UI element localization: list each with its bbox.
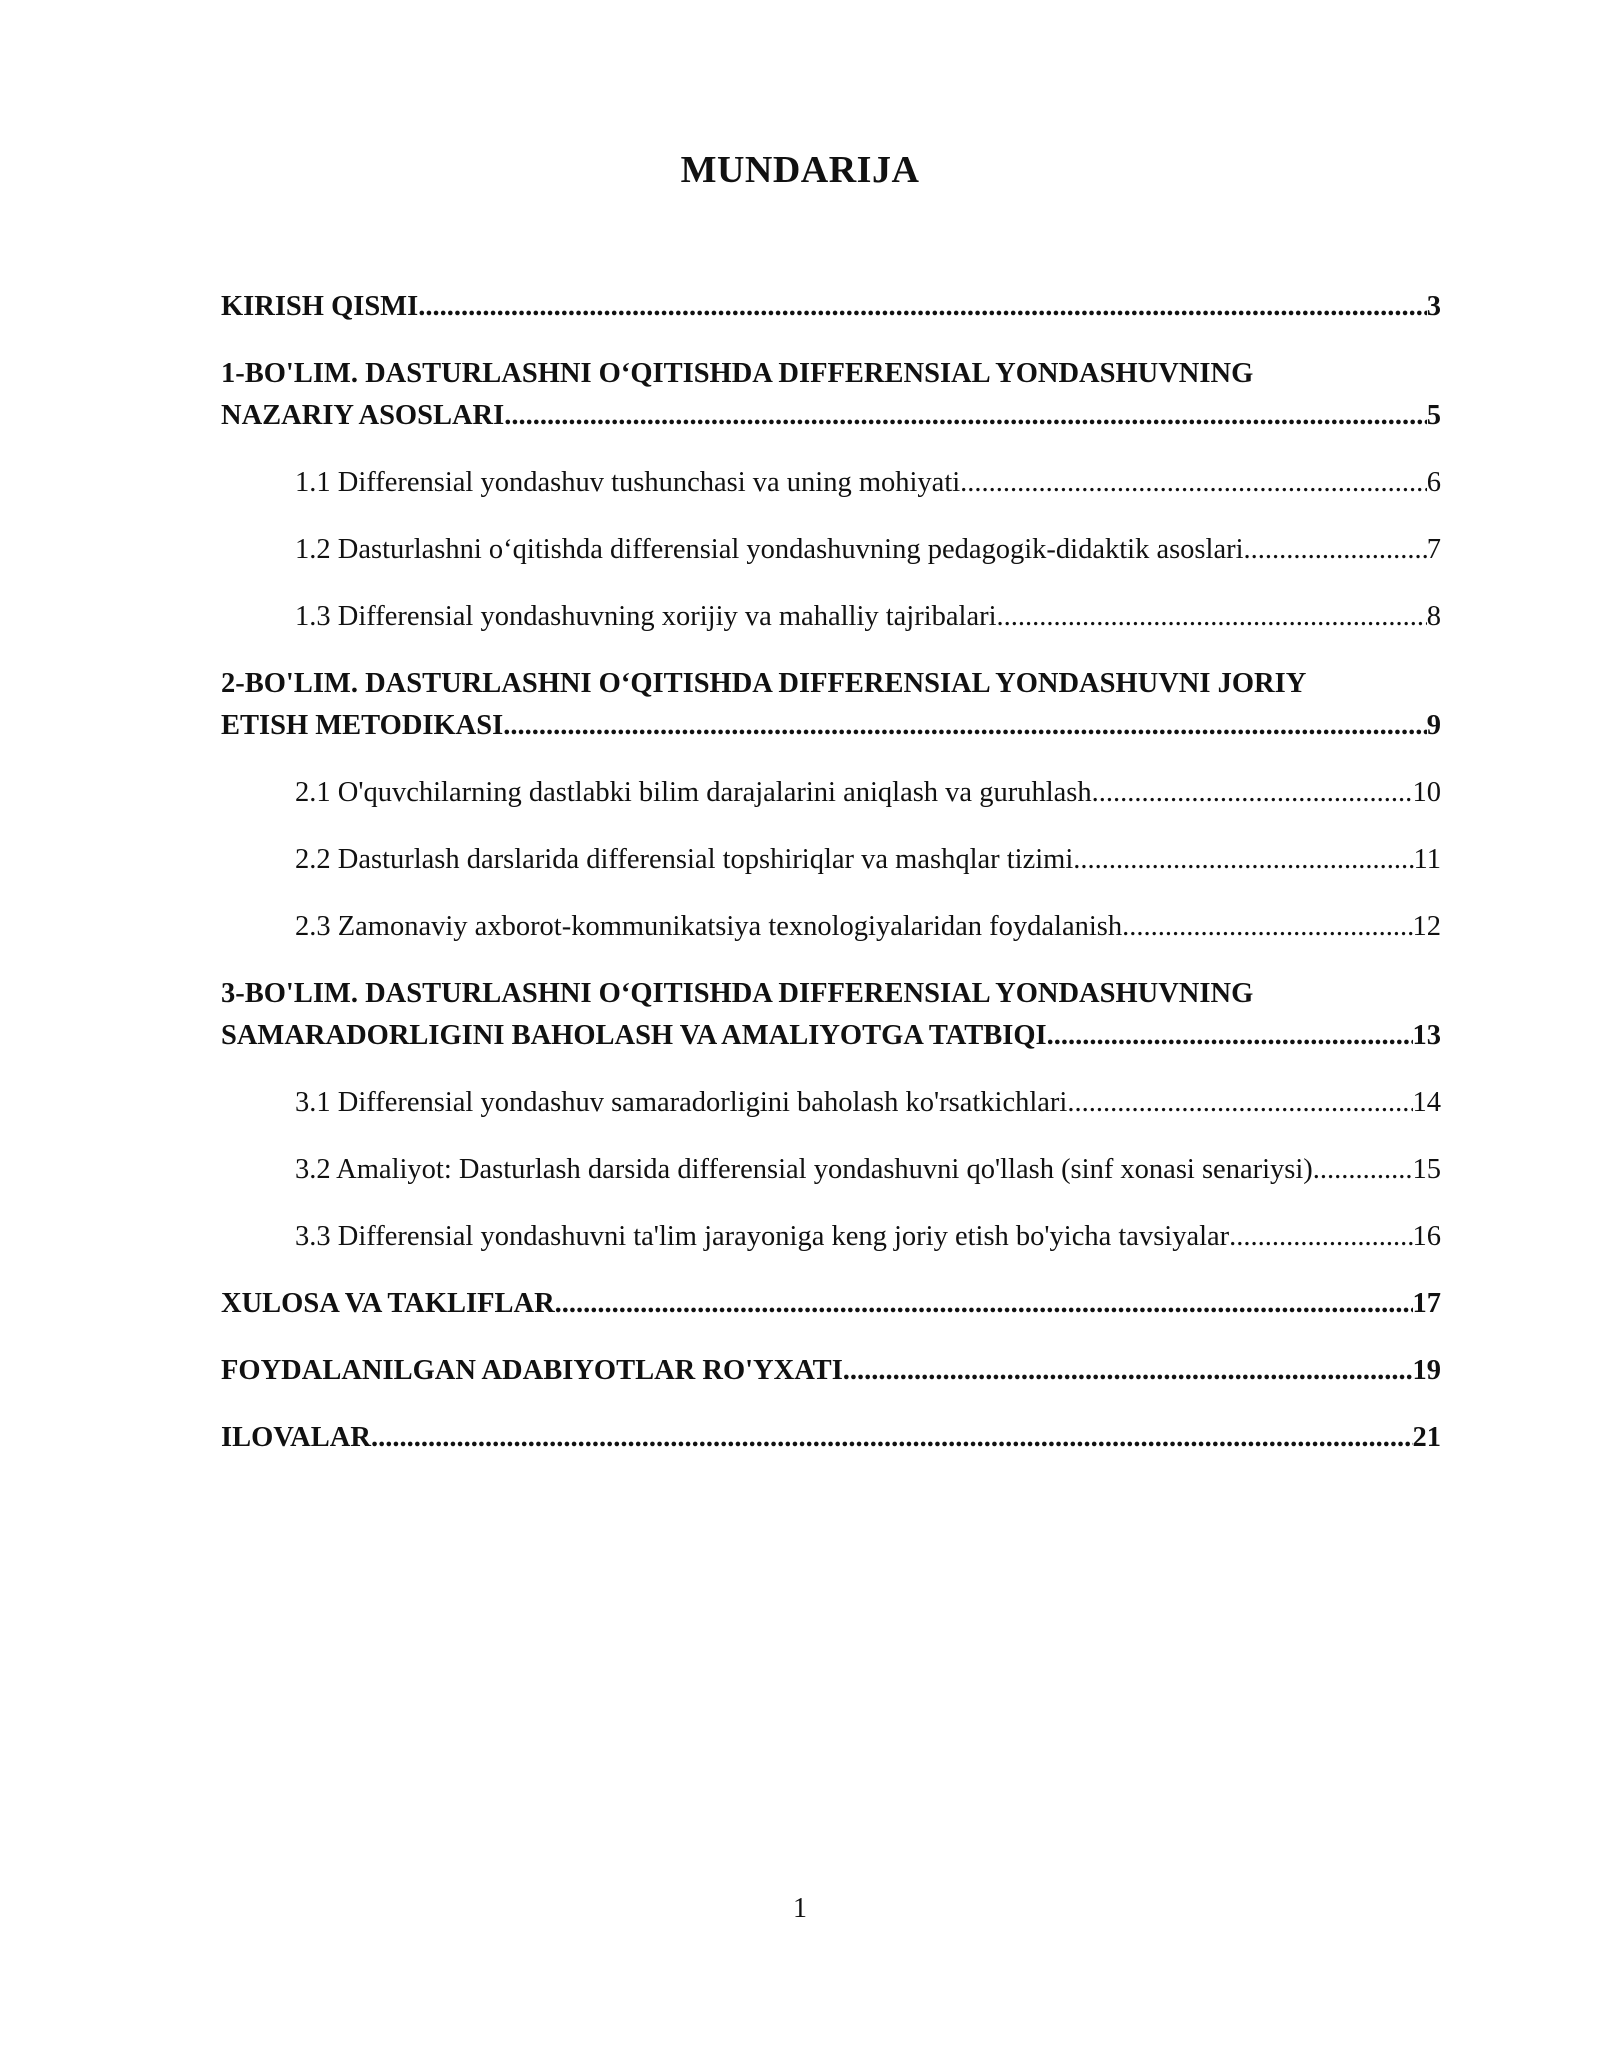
toc-entry-title: 1.3 Differensial yondashuvning xorijiy va mahalliy tajribalari bbox=[295, 601, 997, 632]
toc-leader-dots bbox=[997, 596, 1427, 638]
toc-leader-dots bbox=[1092, 772, 1413, 814]
toc-leader-dots bbox=[1122, 906, 1412, 948]
page-number: 1 bbox=[793, 1893, 807, 1924]
toc-page-number: 8 bbox=[1426, 601, 1441, 632]
toc-leader-dots bbox=[1067, 1082, 1412, 1124]
toc-entry-title: FOYDALANILGAN ADABIYOTLAR RO'YXATI bbox=[221, 1355, 843, 1386]
toc-page-number: 7 bbox=[1426, 534, 1441, 565]
toc-entry-section-2-1[interactable] bbox=[221, 772, 1441, 814]
toc-entry-section-3-3[interactable] bbox=[221, 1216, 1441, 1258]
toc-leader-dots bbox=[504, 395, 1427, 437]
toc-entry-title: 3.2 Amaliyot: Dasturlash darsida differensial yondashuvni qo'llash (sinf xonasi senariysi) bbox=[295, 1154, 1313, 1185]
toc-entry-title: NAZARIY ASOSLARI bbox=[221, 400, 505, 431]
toc-entry-section-1-3[interactable] bbox=[221, 596, 1441, 638]
page-title: MUNDARIJA bbox=[680, 149, 920, 191]
toc-leader-dots bbox=[1073, 839, 1413, 881]
toc-leader-dots bbox=[371, 1417, 1413, 1459]
toc-entry-chapter-3[interactable] bbox=[221, 973, 1441, 1057]
toc-leader-dots bbox=[503, 705, 1427, 747]
toc-leader-dots bbox=[1229, 1216, 1412, 1258]
toc-entry-introduction[interactable] bbox=[221, 286, 1441, 328]
toc-entry-appendices[interactable] bbox=[221, 1417, 1441, 1459]
toc-entry-conclusion[interactable] bbox=[221, 1283, 1441, 1325]
toc-entry-section-2-3[interactable] bbox=[221, 906, 1441, 948]
toc-entry-title: 3.3 Differensial yondashuvni ta'lim jarayoniga keng joriy etish bo'yicha tavsiyalar bbox=[295, 1221, 1230, 1252]
toc-page-number: 5 bbox=[1426, 400, 1441, 431]
toc-entry-title: 1.1 Differensial yondashuv tushunchasi va uning mohiyati bbox=[295, 467, 961, 498]
toc-entry-chapter-1[interactable] bbox=[221, 353, 1441, 437]
toc-page-number: 3 bbox=[1426, 291, 1441, 322]
toc-entry-chapter-2[interactable] bbox=[221, 663, 1441, 747]
toc-page-number: 9 bbox=[1426, 710, 1441, 741]
toc-entry-title-line1: 2-BO'LIM. DASTURLASHNI O‘QITISHDA DIFFERENSIAL YONDASHUVNI JORIY bbox=[221, 668, 1307, 699]
toc-entry-section-1-2[interactable] bbox=[221, 529, 1441, 571]
toc-entry-title: SAMARADORLIGINI BAHOLASH VA AMALIYOTGA TATBIQI bbox=[221, 1020, 1047, 1051]
toc-entry-title: KIRISH QISMI bbox=[221, 291, 419, 322]
toc-entry-title: 2.2 Dasturlash darslarida differensial topshiriqlar va mashqlar tizimi bbox=[295, 844, 1074, 875]
toc-page-number: 6 bbox=[1426, 467, 1441, 498]
toc-page-number: 12 bbox=[1412, 911, 1441, 942]
toc-entry-title: ILOVALAR bbox=[221, 1422, 371, 1453]
toc-entry-section-2-2[interactable] bbox=[221, 839, 1441, 881]
table-of-contents bbox=[221, 286, 1441, 1484]
toc-leader-dots bbox=[960, 462, 1427, 504]
toc-page-number: 13 bbox=[1412, 1020, 1441, 1051]
toc-entry-title: ETISH METODIKASI bbox=[221, 710, 504, 741]
toc-leader-dots bbox=[1313, 1149, 1413, 1191]
toc-page-number: 11 bbox=[1413, 844, 1441, 875]
toc-leader-dots bbox=[1047, 1015, 1413, 1057]
toc-entry-references[interactable] bbox=[221, 1350, 1441, 1392]
toc-entry-title-line1: 1-BO'LIM. DASTURLASHNI O‘QITISHDA DIFFERENSIAL YONDASHUVNING bbox=[221, 358, 1254, 389]
toc-entry-title: 3.1 Differensial yondashuv samaradorligini baholash ko'rsatkichlari bbox=[295, 1087, 1068, 1118]
toc-page-number: 16 bbox=[1412, 1221, 1441, 1252]
toc-entry-section-3-1[interactable] bbox=[221, 1082, 1441, 1124]
toc-page-number: 15 bbox=[1412, 1154, 1441, 1185]
toc-entry-title: 2.1 O'quvchilarning dastlabki bilim darajalarini aniqlash va guruhlash bbox=[295, 777, 1092, 808]
toc-entry-section-1-1[interactable] bbox=[221, 462, 1441, 504]
toc-entry-title: 1.2 Dasturlashni o‘qitishda differensial yondashuvning pedagogik-didaktik asoslari bbox=[295, 534, 1244, 565]
toc-entry-section-3-2[interactable] bbox=[221, 1149, 1441, 1191]
toc-page-number: 17 bbox=[1412, 1288, 1441, 1319]
toc-page-number: 14 bbox=[1412, 1087, 1441, 1118]
toc-page-number: 21 bbox=[1412, 1422, 1441, 1453]
toc-entry-title: XULOSA VA TAKLIFLAR bbox=[221, 1288, 555, 1319]
toc-leader-dots bbox=[418, 286, 1427, 328]
toc-entry-title-line1: 3-BO'LIM. DASTURLASHNI O‘QITISHDA DIFFERENSIAL YONDASHUVNING bbox=[221, 978, 1254, 1009]
toc-page-number: 19 bbox=[1412, 1355, 1441, 1386]
toc-page-number: 10 bbox=[1412, 777, 1441, 808]
toc-entry-title: 2.3 Zamonaviy axborot-kommunikatsiya texnologiyalaridan foydalanish bbox=[295, 911, 1123, 942]
toc-leader-dots bbox=[1244, 529, 1427, 571]
toc-leader-dots bbox=[555, 1283, 1413, 1325]
toc-leader-dots bbox=[843, 1350, 1413, 1392]
